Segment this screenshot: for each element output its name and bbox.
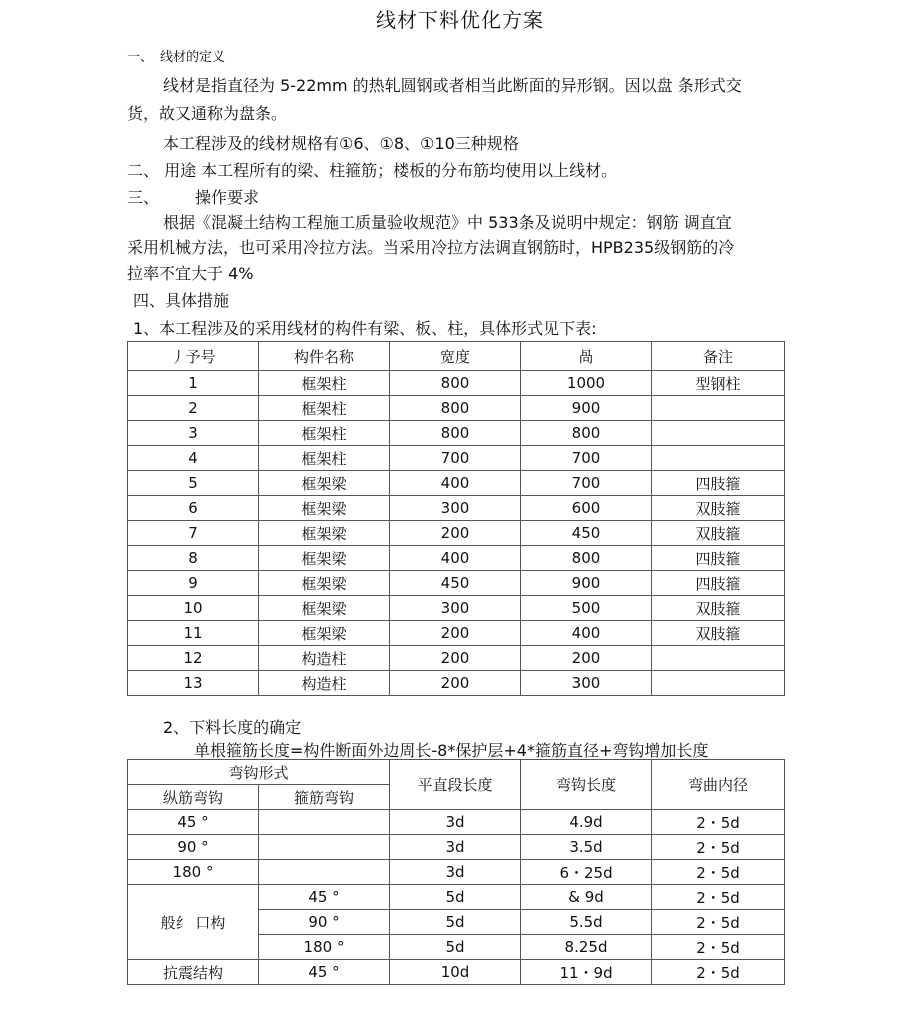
table-cell: 90 ° [259,910,390,935]
table-cell: 13 [128,671,259,696]
paragraph-3b: 采用机械方法，也可采用冷拉方法。当采用冷拉方法调直钢筋时，HPB235级钢筋的冷 [127,238,735,257]
table-cell: 600 [521,496,652,521]
table-row [128,496,785,521]
table-header-row [128,760,785,785]
table-cell: 2・5d [652,860,785,885]
table-cell: 45 ° [128,810,259,835]
table-row [128,621,785,646]
table-cell: 200 [390,646,521,671]
table-cell: 300 [521,671,652,696]
table-cell: 框架梁 [259,471,390,496]
table-cell: 3 [128,421,259,446]
table-cell: 400 [390,546,521,571]
table-cell: 900 [521,571,652,596]
table-cell: 5d [390,935,521,960]
stirrup-hook-header: 箍筋弯钩 [259,785,390,810]
table-cell: 框架梁 [259,571,390,596]
table-cell: 200 [390,621,521,646]
header-cell: 宽度 [390,342,521,371]
paragraph-1a: 线材是指直径为 5-22mm 的热轧圆钢或者相当此断面的异形钢。因以盘 条形式交 [163,76,742,95]
table-cell: 构造柱 [259,646,390,671]
section-3-number: 三、 [127,188,160,207]
table-cell: 2・5d [652,835,785,860]
table-cell: 四肢箍 [652,571,785,596]
table-row [128,646,785,671]
table-row [128,960,785,985]
table-cell: 45 ° [259,885,390,910]
table-cell: 双肢箍 [652,521,785,546]
table-cell: 型钢柱 [652,371,785,396]
table-cell [652,671,785,696]
table-cell: 2・5d [652,910,785,935]
table-cell: 框架柱 [259,421,390,446]
table-cell: 6・25d [521,860,652,885]
member-size-table [127,341,785,696]
table-cell: 框架梁 [259,546,390,571]
item-2-caption: 2、下料长度的确定 [163,718,302,737]
table-cell: 3.5d [521,835,652,860]
table-cell: 800 [390,396,521,421]
table-cell: 300 [390,596,521,621]
table-cell: 180 ° [259,935,390,960]
table-cell [652,646,785,671]
table-cell: 200 [390,671,521,696]
paragraph-3c: 拉率不宜大于 4% [127,264,254,283]
table-cell: 5.5d [521,910,652,935]
table-cell: 800 [521,421,652,446]
table-row [128,371,785,396]
table-cell: 框架柱 [259,446,390,471]
longitudinal-hook-header: 纵筋弯钩 [128,785,259,810]
table-row [128,596,785,621]
table-row [128,671,785,696]
table-cell: 10d [390,960,521,985]
straight-length-header: 平直段长度 [390,760,521,810]
seismic-structure-label: 抗震结构 [128,960,259,985]
table-cell: 框架梁 [259,496,390,521]
table-row [128,446,785,471]
item-1-caption: 1、本工程涉及的采用线材的构件有梁、板、柱，具体形式见下表: [133,319,597,338]
table-row [128,546,785,571]
table-row [128,396,785,421]
paragraph-3a: 根据《混凝土结构工程施工质量验收规范》中 533条及说明中规定：钢筋 调直宜 [163,213,732,232]
table-cell [652,446,785,471]
section-1-number: 一、 [127,50,154,65]
table-cell: & 9d [521,885,652,910]
table-cell: 8 [128,546,259,571]
table-cell: 4.9d [521,810,652,835]
table-cell: 12 [128,646,259,671]
section-2: 二、 用途 本工程所有的梁、柱箍筋；楼板的分布筋均使用以上线材。 [127,161,618,180]
table-row [128,421,785,446]
bend-diameter-header: 弯曲内径 [652,760,785,810]
table-cell: 800 [390,421,521,446]
table-cell: 2・5d [652,960,785,985]
section-3-heading: 操作要求 [195,188,260,207]
header-cell: 丿予号 [128,342,259,371]
table-cell: 9 [128,571,259,596]
table-cell: 框架柱 [259,371,390,396]
table-cell: 3d [390,860,521,885]
table-header-row [128,342,785,371]
table-cell: 11・9d [521,960,652,985]
table-cell: 11 [128,621,259,646]
table-cell: 400 [521,621,652,646]
table-cell: 1 [128,371,259,396]
hook-parameter-table [127,759,785,985]
table-cell: 构造柱 [259,671,390,696]
stirrup-length-formula: 单根箍筋长度=构件断面外边周长-8*保护层+4*箍筋直径+弯钩增加长度 [194,741,709,760]
table-cell: 900 [521,396,652,421]
table-cell: 双肢箍 [652,596,785,621]
table-cell: 6 [128,496,259,521]
table-cell: 700 [390,446,521,471]
table-cell [259,860,390,885]
table-cell: 7 [128,521,259,546]
table-cell: 5 [128,471,259,496]
table-cell: 1000 [521,371,652,396]
table-cell: 800 [521,546,652,571]
table-cell: 3d [390,810,521,835]
table-cell: 双肢箍 [652,621,785,646]
general-structure-label: 般纟 口构 [128,885,259,960]
table-cell: 180 ° [128,860,259,885]
table-cell: 45 ° [259,960,390,985]
table-cell: 2・5d [652,810,785,835]
document-title: 线材下料优化方案 [376,8,544,32]
table-cell: 450 [390,571,521,596]
table-row [128,835,785,860]
table-cell: 800 [390,371,521,396]
header-cell: 咼 [521,342,652,371]
table-cell [259,810,390,835]
section-4: 四、具体措施 [133,291,230,310]
table-cell: 300 [390,496,521,521]
table-cell: 2 [128,396,259,421]
table-cell: 2・5d [652,885,785,910]
table-cell: 8.25d [521,935,652,960]
table-cell [652,421,785,446]
table-row [128,860,785,885]
table-cell [259,835,390,860]
table-cell: 90 ° [128,835,259,860]
table-cell: 框架梁 [259,521,390,546]
table-cell: 450 [521,521,652,546]
table-row [128,521,785,546]
table-cell: 3d [390,835,521,860]
table-row [128,885,785,910]
table-cell: 700 [521,471,652,496]
table-cell: 4 [128,446,259,471]
table-cell: 400 [390,471,521,496]
table-cell: 双肢箍 [652,496,785,521]
table-cell: 框架柱 [259,396,390,421]
hook-length-header: 弯钩长度 [521,760,652,810]
member-size-table-body [128,371,785,696]
table-row [128,571,785,596]
table-cell: 700 [521,446,652,471]
header-cell: 备注 [652,342,785,371]
table-cell: 框架梁 [259,621,390,646]
table-cell [652,396,785,421]
table-cell: 四肢箍 [652,546,785,571]
table-row [128,471,785,496]
table-cell: 200 [521,646,652,671]
table-cell: 四肢箍 [652,471,785,496]
table-cell: 500 [521,596,652,621]
hook-form-header: 弯钩形式 [128,760,390,785]
section-1-heading: 线材的定义 [160,50,226,65]
paragraph-2: 本工程涉及的线材规格有①6、①8、①10三种规格 [163,134,519,153]
table-cell: 2・5d [652,935,785,960]
table-cell: 框架梁 [259,596,390,621]
header-cell: 构件名称 [259,342,390,371]
paragraph-1b: 货，故又通称为盘条。 [127,104,288,123]
table-cell: 5d [390,885,521,910]
table-cell: 5d [390,910,521,935]
table-cell: 200 [390,521,521,546]
table-row [128,810,785,835]
table-cell: 10 [128,596,259,621]
